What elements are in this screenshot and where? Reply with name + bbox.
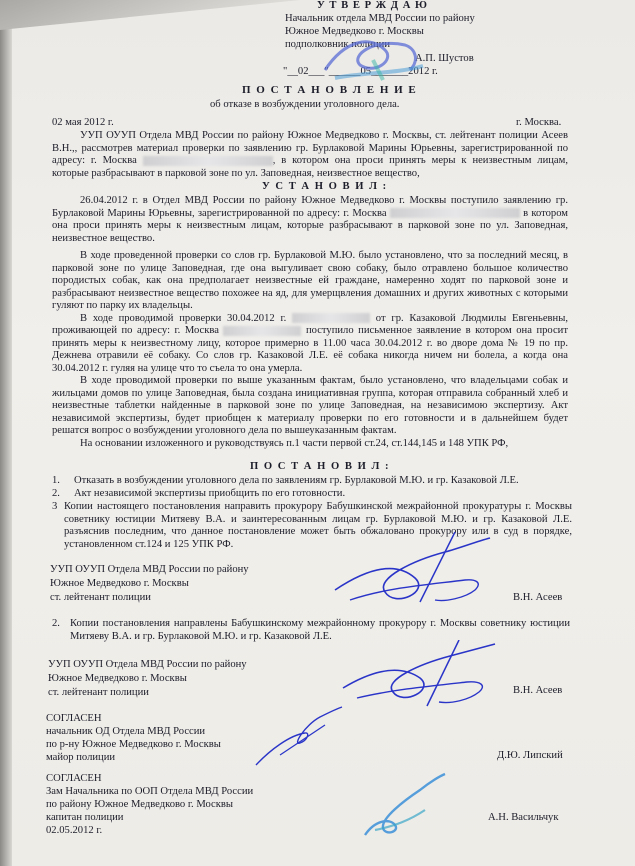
established-heading: У С Т А Н О В И Л : (262, 181, 388, 192)
approval-line2: Южное Медведково г. Москвы (285, 26, 424, 37)
agree1-line2: по р-ну Южное Медведково г. Москвы (46, 739, 221, 750)
agree1-name: Д.Ю. Липский (497, 750, 563, 761)
established-p3c: поступило письменное заявление в котором она просит принять меры к неизвестному лицу, которое примерно в 11.00 часа 30.04.2012 г. во дворе дома № 19 по пр. Дежнева отравили её собаку. Со слов гр. Казаковой Л.Е. её собака никогда ничем ни болела, а когда она 30.04.2012 г. гуляя на улице что то съела то она умерла. (52, 325, 568, 374)
agree1-line1: начальник ОД Отдела МВД России (46, 726, 206, 737)
agree2-heading: СОГЛАСЕН (46, 773, 102, 784)
redacted-address (143, 156, 273, 166)
approval-heading: У Т В Е Р Ж Д А Ю (317, 0, 428, 11)
signature-vasilchuk (355, 770, 450, 845)
sign2-line3: ст. лейтенант полиции (48, 687, 149, 698)
resolved-heading: П О С Т А Н О В И Л : (250, 461, 391, 472)
copies-number: 2. (52, 618, 60, 629)
resolved-n2: 2. (52, 488, 60, 499)
agree2-date: 02.05.2012 г. (46, 825, 103, 836)
agree1-heading: СОГЛАСЕН (46, 713, 102, 724)
established-p1b: в котором она проси принять меры к неизвестным лицам, которые разбрасывают в парковой зоне по ул. Заповедная, неизвестное вещество. (52, 207, 568, 244)
signature-asseev-1 (325, 530, 500, 620)
resolved-item-1: Отказать в возбуждении уголовного дела по заявлениям гр. Бурлаковой М.Ю. и гр. Казаковой Л.Е. (74, 475, 519, 486)
page-fold-corner (0, 0, 300, 30)
agree2-name: А.Н. Васильчук (488, 812, 559, 823)
approval-date: "__02___"______05_______2012 г. (283, 66, 438, 77)
page-shadow-edge (0, 0, 12, 866)
resolved-n1: 1. (52, 475, 60, 486)
sign1-line2: Южное Медведково г. Москвы (50, 578, 189, 589)
established-p4: На основании изложенного и руководствуясь п.1 части первой ст.24, ст.144,145 и 148 УПК РФ, (80, 437, 509, 449)
agree2-line2: по району Южное Медведково г. Москвы (46, 799, 234, 810)
redacted-address (390, 208, 520, 218)
date-line: 02 мая 2012 г. (52, 117, 114, 128)
intro-paragraph (52, 130, 568, 180)
sign2-line1: УУП ОУУП Отдела МВД России по району (48, 659, 247, 670)
established-p1a: 26.04.2012 г. в Отдел МВД России по району Южное Медведково г. Москвы поступило заявлению гр. Бурлаковой Марины Юрьевны, зарегистрированной по адресу: г. Москва (52, 195, 568, 219)
resolved-n3: 3 (52, 501, 58, 512)
intro-text-1: УУП ОУУП Отдела МВД России по району Южное Медведково г. Москвы, ст. лейтенант полиции Асеев В.Н.,, рассмотрев материал проверки по заявлению гр. Бурлаковой Марины Юрьевны, зарегистрированной по адресу: г. Москва (52, 130, 568, 166)
doc-title: П О С Т А Н О В Л Е Н И Е (242, 84, 418, 96)
sign2-name: В.Н. Асеев (513, 685, 563, 696)
approval-line3: подполковник полиции (285, 39, 390, 50)
sign1-line1: УУП ОУУП Отдела МВД России по району (50, 564, 249, 575)
agree1-line3: майор полиции (46, 752, 116, 763)
intro-text-2: , в котором она проси принять меры к неизвестным лицам, которые разбрасывают в парковой зоне по ул. Заповедная, неизвестное вещество, (52, 155, 568, 179)
established-body (52, 195, 568, 450)
signature-asseev-2 (335, 640, 505, 715)
doc-subtitle: об отказе в возбуждении уголовного дела. (210, 99, 400, 110)
sign1-line3: ст. лейтенант полиции (50, 592, 151, 603)
established-p3d: В ходе проводимой проверки по выше указанным фактам, было установлено, что владельцами собак и жильцами домов по улице Заповедная, была создана инициативная группа, которая отправила собранный хлеб и неизвестные таблетки найденные в парковой зоне по улице Заповедная, на независимою экспертизу. Акт независимой экспертизы, будет приобщен к материалу проверки по его готовности и в дальнейшем будет решатся вопрос о возбуждении уголовного дела по вышеуказанным фактам. (52, 375, 568, 436)
redacted-time (292, 313, 370, 323)
resolved-item-2: Акт независимой экспертизы приобщить по его готовности. (74, 488, 346, 499)
established-p3a: В ходе проводимой проверки 30.04.2012 г. (80, 312, 287, 324)
copies-text: Копии постановления направлены Бабушкинскому межрайонному прокурору г. Москвы советнику юстиции Митяеву В.А. и гр. Бурлаковой М.Ю. и гр. Казаковой Л.Е. (70, 618, 570, 642)
approval-line1: Начальник отдела МВД России по району (285, 13, 475, 24)
redacted-address (223, 326, 301, 336)
resolved-item-3: Копии настоящего постановления направить прокурору Бабушкинской межрайонной прокуратуры г. Москвы советнику юстиции Митяеву В.А. и заинтересованным лицам гр. Бурлаковой М.Ю. и гр. Казаковой Л.Е. разъяснив последним, что данное постановление может быть обжаловано прокурору или в суд в порядке, установленном ст.124 и 125 УПК РФ. (64, 501, 572, 550)
sign2-line2: Южное Медведково г. Москвы (48, 673, 187, 684)
agree2-line1: Зам Начальника по ООП Отдела МВД России (46, 786, 254, 797)
established-p2: В ходе проведенной проверки со слов гр. Бурлаковой М.Ю. было установлено, что за последний месяц, в парковой зоне по улице Заповедная, где она выгуливает свою собаку, было отравлено большое количество породистых собак, как она предполагает неизвестные ей граждане, намеренно ходят по парковой зоне и разбрасывают неизвестное вещество похожее на яд, для умерщвления домашних и других животных с которыми гуляют по парку их владельцы. (52, 250, 568, 311)
approval-signature-stamp (315, 30, 430, 85)
agree2-line3: капитан полиции (46, 812, 124, 823)
established-p3b: от гр. Казаковой Людмилы Евгеньевны, проживающей по адресу: г. Москва (52, 312, 568, 336)
city: г. Москва. (516, 117, 562, 128)
signature-lipsky (250, 705, 345, 770)
approval-name: А.П. Шустов (415, 53, 474, 64)
sign1-name: В.Н. Асеев (513, 592, 563, 603)
